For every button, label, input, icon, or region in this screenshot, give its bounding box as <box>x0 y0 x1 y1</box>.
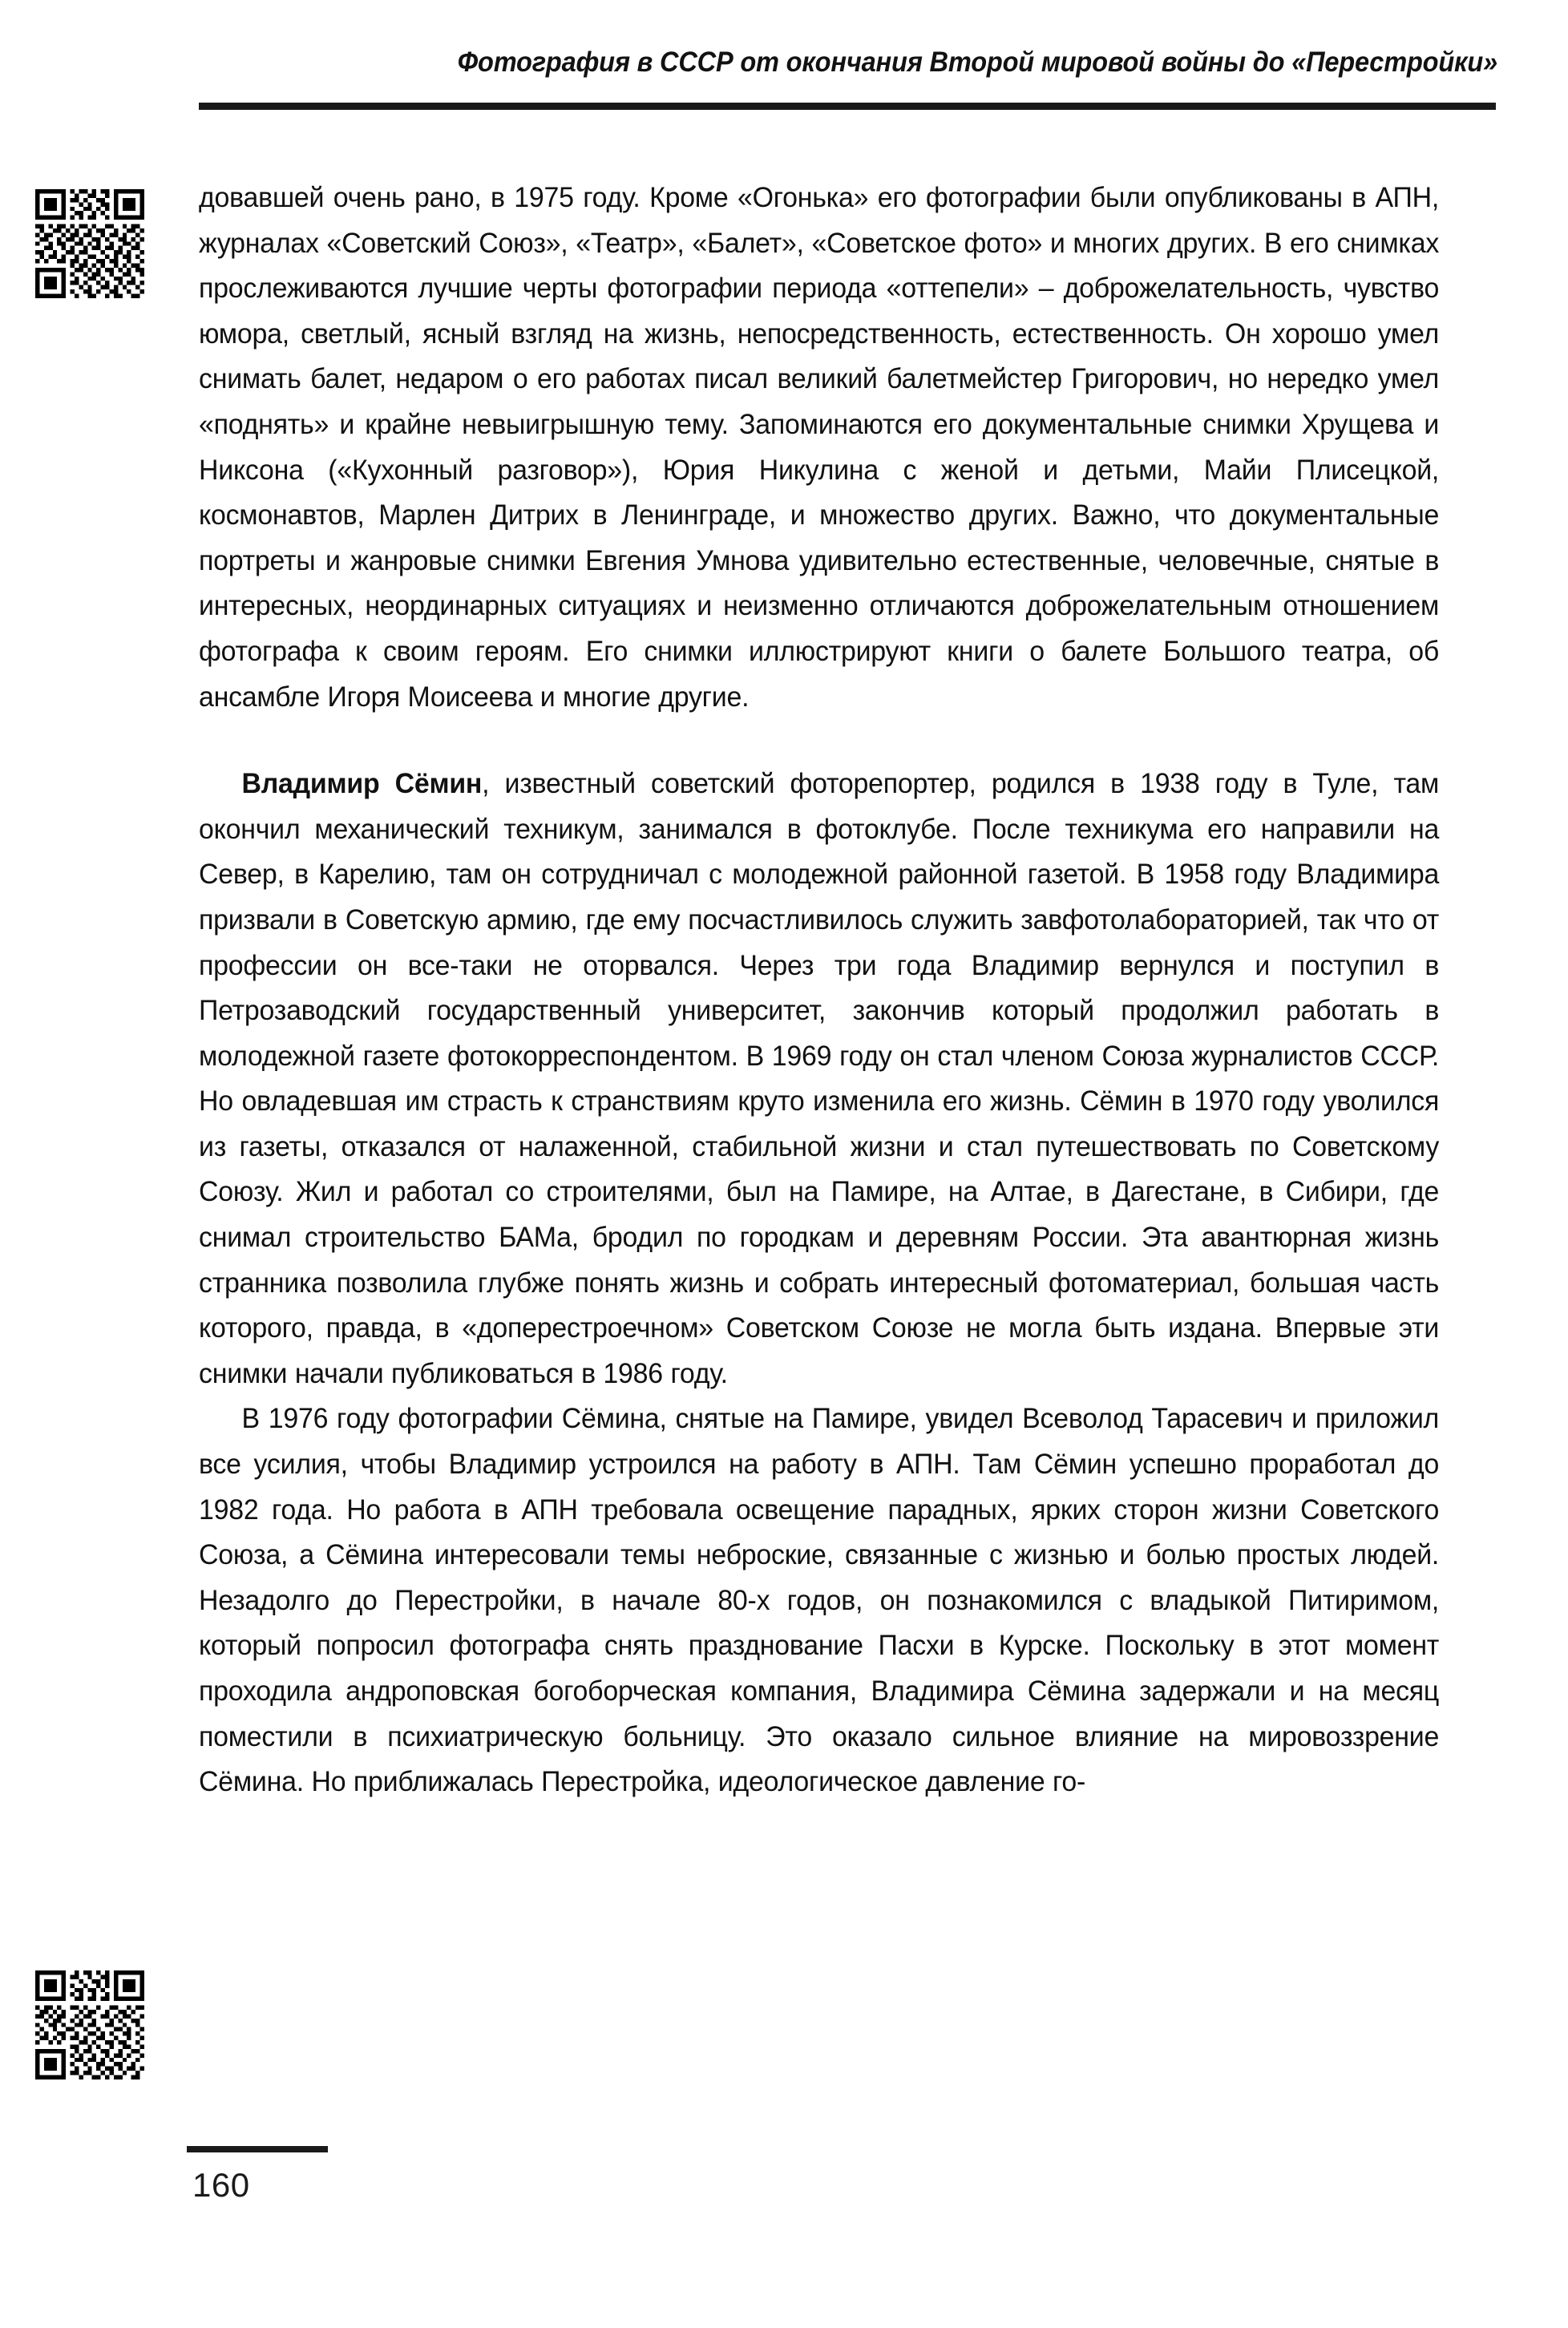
text-column <box>199 175 1497 1805</box>
paragraph-umnov: довавшей очень рано, в 1975 году. Кроме «Огонька» его фотографии были опубликованы в АПН, журналах «Советский Союз», «Театр», «Балет», «Советское фото» и многих других. В его снимках прослеживаются лучшие черты фотографии периода «оттепели» – доброжелательность, чувство юмора, светлый, ясный взгляд на жизнь, непосредственность, естественность. Он хорошо умел снимать балет, недаром о его работах писал великий балетмейстер Григорович, но нередко умел «поднять» и крайне невыигрышную тему. Запоминаются его документальные снимки Хрущева и Никсона («Кухонный разговор»), Юрия Никулина с женой и детьми, Майи Плисецкой, космонавтов, Марлен Дитрих в Ленинграде, и множество других. Важно, что документальные портреты и жанровые снимки Евгения Умнова удивительно естественные, человечные, снятые в интересных, неординарных ситуациях и неизменно отличаются доброжелательным отношением фотографа к своим героям. Его снимки иллюстрируют книги о балете Большого театра, об ансамбле Игоря Моисеева и многие другие. <box>199 181 1440 713</box>
header-rule <box>199 103 1496 110</box>
paragraph-semin-apn: В 1976 году фотографии Сёмина, снятые на Памире, увидел Всеволод Тарасевич и приложил все усилия, чтобы Владимир устроился на работу в АПН. Там Сёмин успешно проработал до 1982 года. Но работа в АПН требовала освещение парадных, ярких сторон жизни Советского Союза, а Сёмина интересовали темы неброские, связанные с жизнью и болью простых людей. Незадолго до Перестройки, в начале 80-х годов, он познакомился с владыкой Питиримом, который попросил фотографа снять празднование Пасхи в Курске. Поскольку в этот момент проходила андроповская богоборческая компания, Владимира Сёмина задержали и на месяц поместили в психиатрическую больницу. Это оказало сильное влияние на мировоззрение Сёмина. Но приближалась Перестройка, идеологическое давление го- <box>199 1402 1440 1798</box>
lead-name-semin: Владимир Сёмин <box>241 767 483 800</box>
paragraph-semin-intro <box>199 761 1439 1396</box>
footer-rule <box>187 2146 328 2152</box>
page-number: 160 <box>192 2166 250 2204</box>
qr-code-bottom-icon <box>35 1970 144 2079</box>
running-header: Фотография в СССР от окончания Второй мировой войны до «Перестройки» <box>457 46 1497 78</box>
qr-code-top-icon <box>35 189 144 298</box>
paragraph-semin-intro-rest: , известный советский фоторепортер, родился в 1938 году в Туле, там окончил механический техникум, занимался в фотоклубе. После техникума его направили на Север, в Карелию, там он сотрудничал с молодежной районной газетой. В 1958 году Владимира призвали в Советскую армию, где ему посчастливилось служить завфотолабораторией, так что от профессии он все-таки не оторвался. Через три года Владимир вернулся и поступил в Петрозаводский государственный университет, закончив который продолжил работать в молодежной газете фотокорреспондентом. В 1969 году он стал членом Союза журналистов СССР. Но овладевшая им страсть к странствиям круто изменила его жизнь. Сёмин в 1970 году уволился из газеты, отказался от налаженной, стабильной жизни и стал путешествовать по Советскому Союзу. Жил и работал со строителями, был на Памире, на Алтае, в Дагестане, в Сибири, где снимал строительство БАМа, бродил по городкам и деревням России. Эта авантюрная жизнь странника позволила глубже понять жизнь и собрать интересный фотоматериал, большая часть которого, правда, в «доперестроечном» Советском Союзе не могла быть издана. Впервые эти снимки начали публиковаться в 1986 году. <box>199 767 1440 1389</box>
